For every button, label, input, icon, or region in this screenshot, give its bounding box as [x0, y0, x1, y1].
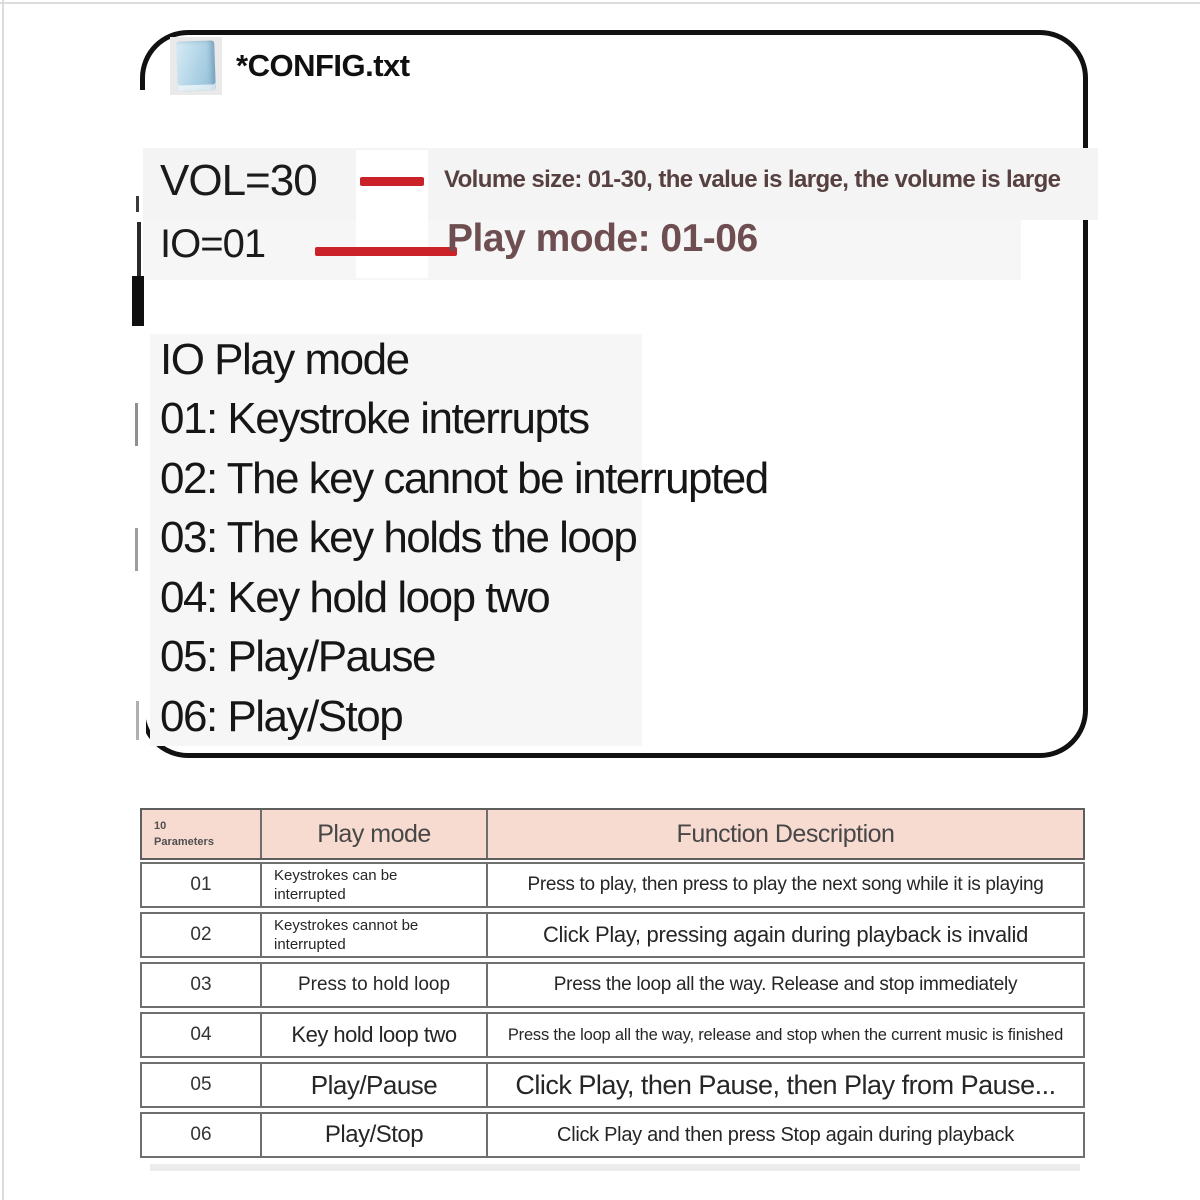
cell-mode-text: Keystrokes can be interrupted	[274, 866, 398, 903]
cell-param: 01	[142, 864, 262, 906]
header-parameters-line2: Parameters	[154, 836, 214, 848]
cell-param: 06	[142, 1114, 262, 1156]
header-parameters-line1: 10	[154, 819, 167, 832]
cell-param: 02	[142, 914, 262, 956]
play-mode-list-heading: IO Play mode	[160, 334, 409, 384]
cell-description: Click Play, pressing again during playback is invalid	[542, 922, 1029, 947]
header-cell-play-mode: Play mode	[262, 810, 488, 858]
cell-description: Press to play, then press to play the next song while it is playing	[527, 874, 1044, 895]
play-mode-list	[160, 330, 940, 747]
play-mode-list-item: 06: Play/Stop	[160, 691, 403, 741]
text-file-icon	[176, 40, 216, 91]
play-mode-list-item: 04: Key hold loop two	[160, 572, 550, 622]
file-icon-background	[170, 37, 222, 95]
cell-description: Press the loop all the way. Release and stop immediately	[553, 974, 1018, 995]
io-config-code: IO=01	[160, 222, 266, 266]
white-patch	[356, 150, 428, 278]
window-border-segment	[136, 196, 139, 212]
vol-annotation: Volume size: 01-30, the value is large, the volume is large	[444, 166, 1061, 193]
params-table	[140, 808, 1085, 1158]
window-border-thick-bar	[132, 276, 144, 326]
cell-param: 04	[142, 1014, 262, 1056]
window-border-segment	[135, 528, 138, 571]
table-row	[140, 1012, 1085, 1058]
cell-mode: Press to hold loop	[262, 964, 488, 1006]
cell-param: 05	[142, 1064, 262, 1106]
cell-description: Click Play and then press Stop again during playback	[557, 1123, 1014, 1146]
window-titlebar	[170, 36, 410, 96]
window-border-segment	[136, 701, 139, 740]
page-edge-line-top	[0, 2, 1200, 4]
table-header-row	[140, 808, 1085, 860]
header-cell-function-description: Function Description	[676, 819, 895, 848]
cell-mode: Play/Pause	[262, 1064, 488, 1106]
play-mode-list-item: 03: The key holds the loop	[160, 513, 637, 563]
window-border-segment	[137, 222, 141, 276]
table-row	[140, 862, 1085, 908]
play-mode-list-item: 05: Play/Pause	[160, 632, 435, 682]
cell-mode-text: Keystrokes cannot be interrupted	[274, 916, 419, 953]
play-mode-list-item: 02: The key cannot be interrupted	[160, 453, 768, 503]
io-annotation: Play mode: 01-06	[447, 217, 758, 260]
header-cell-parameters	[142, 810, 262, 858]
cell-description: Press the loop all the way, release and stop when the current music is finished	[507, 1025, 1064, 1044]
play-mode-list-item: 01: Keystroke interrupts	[160, 394, 589, 444]
table-row	[140, 912, 1085, 958]
window-border-segment	[135, 403, 138, 446]
cell-description: Click Play, then Pause, then Play from Pause...	[515, 1069, 1056, 1100]
window-title: *CONFIG.txt	[236, 48, 410, 83]
cell-mode	[262, 914, 488, 956]
cell-mode: Key hold loop two	[262, 1014, 488, 1056]
io-pointer-line	[315, 247, 457, 256]
cell-mode: Play/Stop	[262, 1114, 488, 1156]
table-row	[140, 1062, 1085, 1108]
table-row	[140, 962, 1085, 1008]
page-edge-line	[2, 0, 4, 1200]
table-row	[140, 1112, 1085, 1158]
vol-pointer-line	[360, 177, 424, 186]
vol-config-code: VOL=30	[160, 156, 317, 205]
cell-mode	[262, 864, 488, 906]
cell-param: 03	[142, 964, 262, 1006]
table-bottom-shadow	[150, 1164, 1080, 1171]
